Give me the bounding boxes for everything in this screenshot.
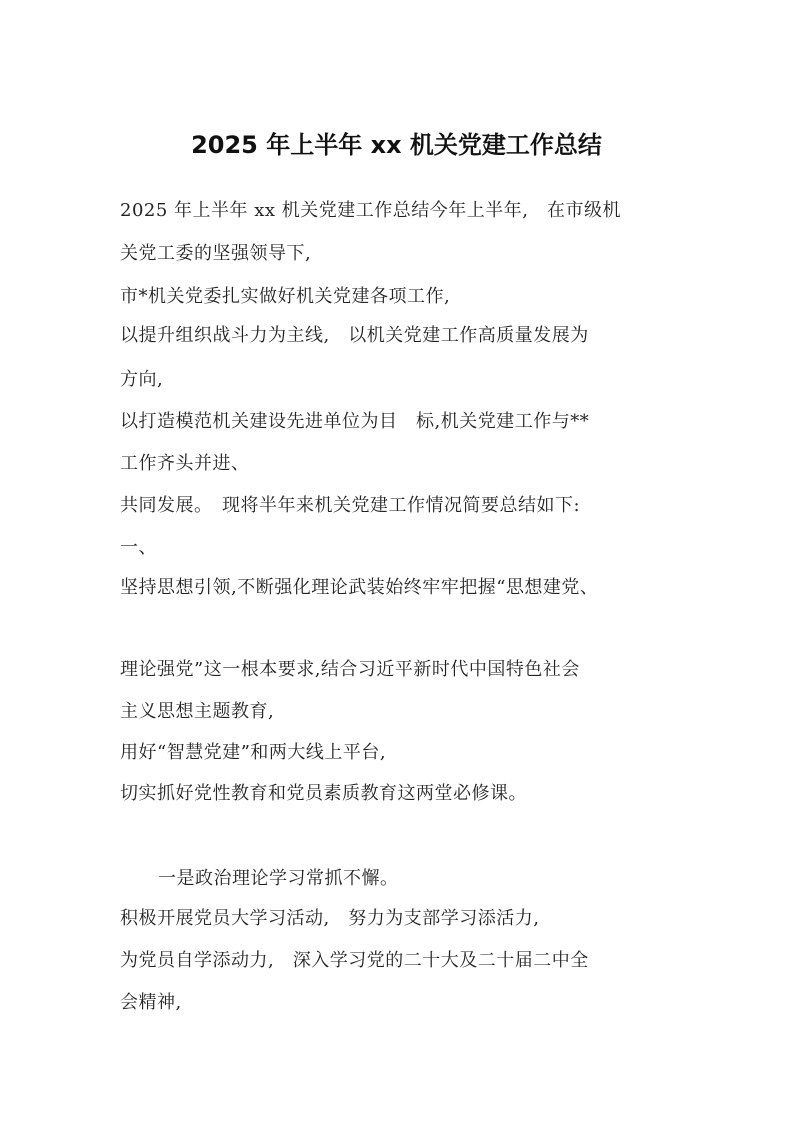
paragraph-line: 2025 年上半年 xx 机关党建工作总结今年上半年, 在市级机	[120, 200, 621, 221]
paragraph-line: 工作齐头并进、	[120, 453, 250, 474]
paragraph-line: 市*机关党委扎实做好机关党建各项工作,	[120, 286, 451, 307]
paragraph-line: 主义思想主题教育,	[120, 701, 275, 722]
paragraph-line: 为党员自学添动力, 深入学习党的二十大及二十届二中全	[120, 950, 589, 971]
paragraph-line: 一是政治理论学习常抓不懈。	[158, 868, 399, 889]
paragraph-line: 切实抓好党性教育和党员素质教育这两堂必修课。	[120, 783, 527, 804]
paragraph-line: 以打造模范机关建设先进单位为目 标,机关党建工作与**	[120, 411, 590, 432]
paragraph-line: 以提升组织战斗力为主线, 以机关党建工作高质量发展为	[120, 325, 589, 346]
paragraph-line: 理论强党”这一根本要求,结合习近平新时代中国特色社会	[120, 659, 580, 680]
paragraph-line: 用好“智慧党建”和两大线上平台,	[120, 742, 387, 763]
paragraph-line: 关党工委的坚强领导下,	[120, 243, 312, 264]
paragraph-line: 方向,	[120, 369, 164, 390]
paragraph-line: 一、	[120, 537, 157, 558]
paragraph-line: 会精神,	[120, 992, 182, 1013]
paragraph-line: 坚持思想引领,不断强化理论武装始终牢牢把握“思想建党、	[120, 577, 599, 598]
paragraph-line: 共同发展。 现将半年来机关党建工作情况简要总结如下:	[120, 495, 581, 516]
document-title: 2025 年上半年 xx 机关党建工作总结	[191, 131, 602, 159]
paragraph-line: 积极开展党员大学习活动, 努力为支部学习添活力,	[120, 908, 540, 929]
